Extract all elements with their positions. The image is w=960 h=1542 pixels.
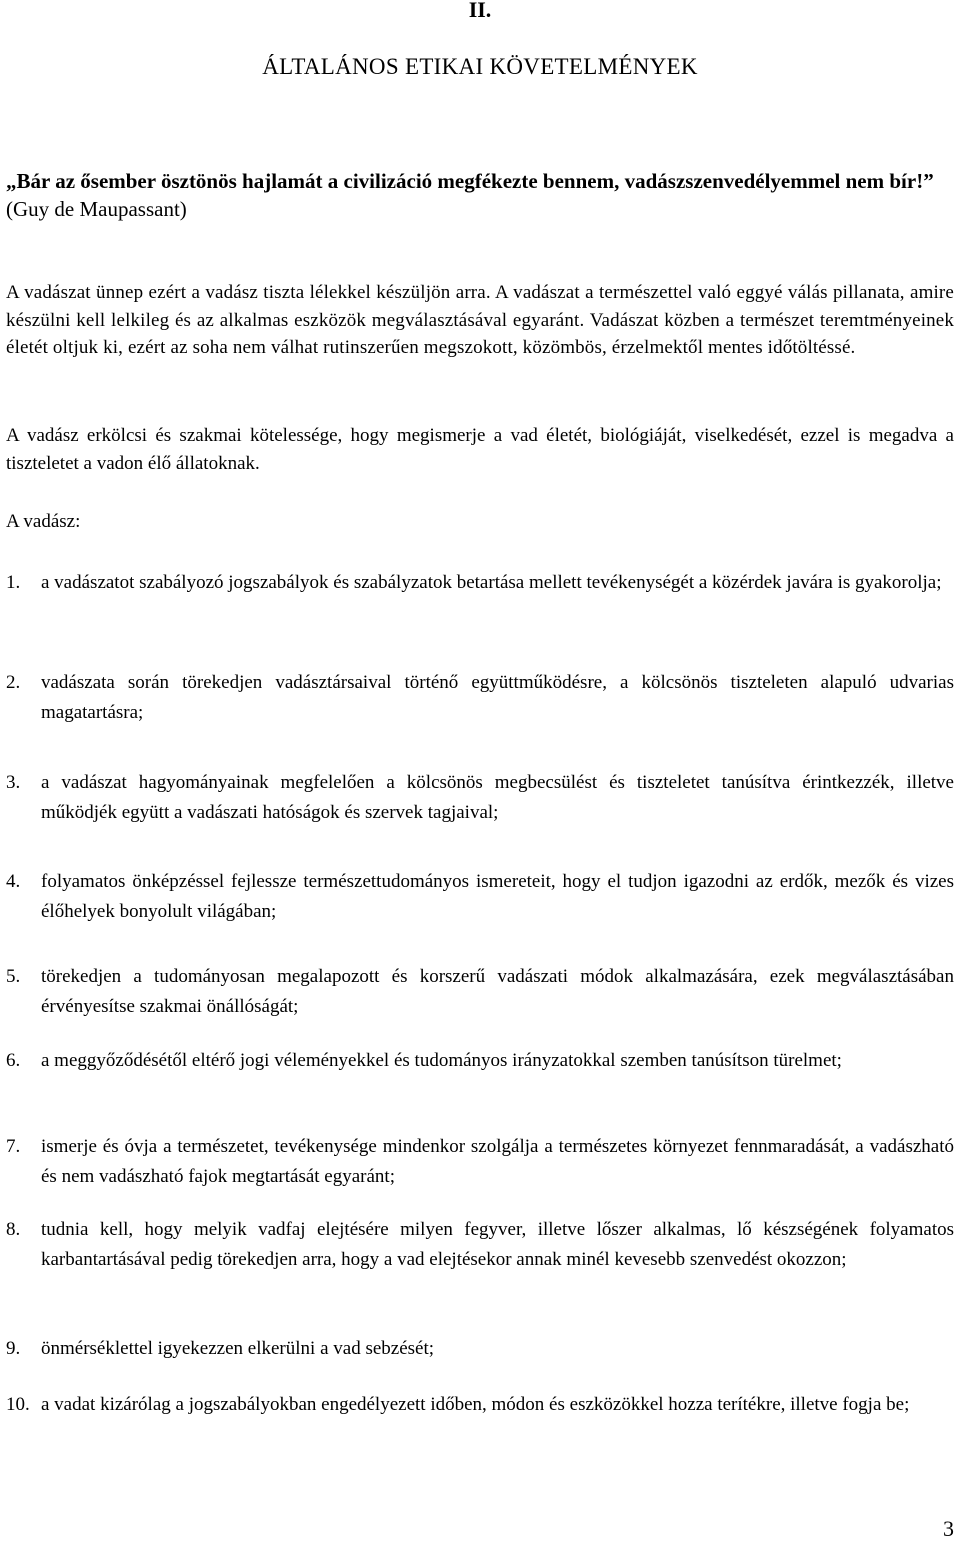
list-item — [6, 867, 954, 927]
list-item-text: a vadat kizárólag a jogszabályokban engedélyezett időben, módon és eszközökkel hozza terítékre, illetve fogja be; — [41, 1394, 910, 1415]
list-item — [6, 1132, 954, 1192]
list-item-number: 2. — [6, 672, 21, 693]
list-item-number: 3. — [6, 772, 21, 793]
epigraph-text: „Bár az ősember ösztönös hajlamát a civilizáció megfékezte bennem, vadászszenvedélyemmel nem bír!” — [6, 169, 934, 193]
list-item-text: tudnia kell, hogy melyik vadfaj elejtésére milyen fegyver, illetve lőszer alkalmas, lő készségének folyamatos karbantartásával pedig törekedjen arra, hogy a vad elejtésekor annak minél kevesebb szenvedést okozzon; — [41, 1219, 954, 1270]
list-item-number: 5. — [6, 966, 21, 987]
chapter-title: ÁLTALÁNOS ETIKAI KÖVETELMÉNYEK — [262, 54, 698, 79]
list-item-number: 9. — [6, 1338, 21, 1359]
list-item — [6, 768, 954, 828]
list-item — [6, 568, 954, 598]
list-item-text: vadászata során törekedjen vadásztársaival történő együttműködésre, a kölcsönös tiszteleten alapuló udvarias magatartásra; — [41, 672, 954, 723]
list-item — [6, 1334, 954, 1364]
list-label: A vadász: — [6, 511, 81, 532]
list-item-number: 6. — [6, 1050, 21, 1071]
chapter-number: II. — [468, 0, 492, 22]
epigraph-author: (Guy de Maupassant) — [6, 197, 187, 221]
list-item-number: 1. — [6, 572, 21, 593]
list-item-text: a vadászatot szabályozó jogszabályok és szabályzatok betartása mellett tevékenységét a közérdek javára is gyakorolja; — [41, 572, 942, 593]
list-item-text: törekedjen a tudományosan megalapozott és korszerű vadászati módok alkalmazására, ezek megválasztásában érvényesítse szakmai önállóságát; — [41, 966, 954, 1017]
list-item-number: 8. — [6, 1219, 21, 1240]
list-item — [6, 668, 954, 728]
list-item-number: 10. — [6, 1394, 30, 1415]
list-item-text: önmérséklettel igyekezzen elkerülni a vad sebzését; — [41, 1338, 435, 1359]
list-item-text: folyamatos önképzéssel fejlessze természettudományos ismereteit, hogy el tudjon igazodni az erdők, mezők és vizes élőhelyek bonyolult világában; — [41, 871, 954, 922]
list-item-number: 7. — [6, 1136, 21, 1157]
list-item-text: a meggyőződésétől eltérő jogi véleményekkel és tudományos irányzatokkal szemben tanúsítson türelmet; — [41, 1050, 842, 1071]
list-item-text: ismerje és óvja a természetet, tevékenysége mindenkor szolgálja a természetes környezet fennmaradását, a vadászható és nem vadászható fajok megtartását egyaránt; — [41, 1136, 954, 1187]
paragraph-duty: A vadász erkölcsi és szakmai kötelessége, hogy megismerje a vad életét, biológiáját, viselkedését, ezzel is megadva a tiszteletet a vadon élő állatoknak. — [6, 425, 954, 474]
epigraph — [6, 167, 954, 223]
list-item — [6, 1390, 954, 1420]
paragraph-intro: A vadászat ünnep ezért a vadász tiszta lélekkel készüljön arra. A vadászat a természettel való eggyé válás pillanata, amire készülni kell lelkileg és az alkalmas eszközök megválasztásával egyaránt. Vadászat közben a természet teremtményeinek életét oltjuk ki, ezért az soha nem válhat rutinszerűen megszokott, közömbös, érzelmektől mentes időtöltéssé. — [6, 282, 954, 358]
list-item-number: 4. — [6, 871, 21, 892]
list-item — [6, 1046, 954, 1076]
list-item-text: a vadászat hagyományainak megfelelően a kölcsönös megbecsülést és tiszteletet tanúsítva érintkezzék, illetve működjék együtt a vadászati hatóságok és szervek tagjaival; — [41, 772, 954, 823]
list-item — [6, 1215, 954, 1275]
page-number: 3 — [943, 1516, 954, 1541]
list-item — [6, 962, 954, 1022]
